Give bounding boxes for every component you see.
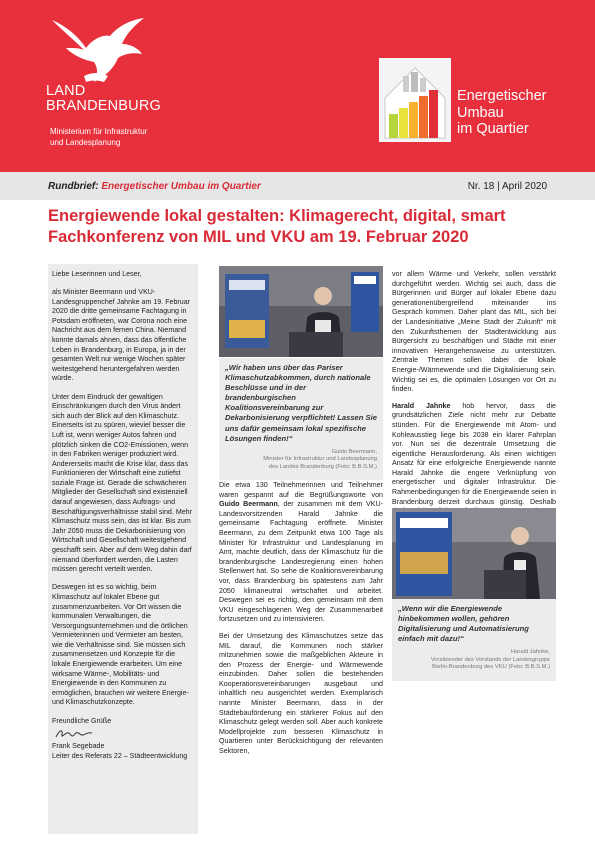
- editorial-paragraph: als Minister Beermann und VKU-Landesgruppenchef Jahnke am 19. Februar 2020 die dritte gemeinsame Fachtagung in Potsdam eröffneten, war Corona noch eine Nachricht aus dem fernen China. Niemand konnte damals ahnen, dass das öffentliche Leben in Brandenburg, in Europa, ja in der gesamten Welt nur wenige Wochen später weitestgehend heruntergefahren werden würde.: [52, 288, 191, 383]
- photo-harald-jahnke: [392, 508, 556, 599]
- page-headline: Energiewende lokal gestalten: Klimagerecht, digital, smart Fachkonferenz von MIL und VKU am 19. Februar 2020: [48, 207, 506, 246]
- brandenburg-eagle-icon: [48, 14, 148, 86]
- signatory-role: Leiter des Referats 22 – Städteentwicklung: [52, 751, 188, 760]
- person-name: Guido Beermann: [219, 500, 278, 509]
- rundbrief-title: Rundbrief: Energetischer Umbau im Quartier: [48, 181, 261, 192]
- quote-box-beermann: [219, 358, 383, 480]
- quote-caption: Harald Jahnke, Vorsitzender des Vorstands der Landesgruppe Berlin-Brandenburg des VKU (Foto: B.B.S.M.): [430, 649, 550, 671]
- quote-text: „Wenn wir die Energiewende hinbekommen wollen, gehören Digitalisierung und Automatisierung einfach mit dazu!“: [398, 604, 529, 644]
- greeting: Liebe Leserinnen und Leser,: [52, 270, 142, 278]
- rundbrief-bar: [0, 172, 595, 200]
- photo-minister-beermann: [219, 266, 383, 357]
- header-banner: [0, 0, 595, 172]
- article-paragraph: Bei der Umsetzung des Klimaschutzes setze das MIL darauf, die Kommunen noch stärker mitzunehmen sowie die maßgeblichen Akteure in den Prozess der Energie- und Wärmewende einzubinden. Daher sollen die bestehenden Kooperationsvereinbarungen ausgebaut und inhaltlich neu ausgerichtet werden. Exemplarisch nannte Minister Beermann, dass in der Städtebauförderung ein stärkerer Fokus auf den Klimaschutz gelegt werden soll. Aber auch konkrete Modellprojekte zum besseren Klimaschutz in Quartieren unter Berücksichtigung der relevanten Sektoren,: [219, 631, 383, 756]
- editorial-paragraph: Deswegen ist es so wichtig, beim Klimaschutz auf lokaler Ebene gut zusammenzuarbeiten. Vor Ort wissen die kommunalen Verwaltungen, die Versorgungsunternehmen und die örtlichen Vermieterinnen und Vermieter am besten, wie die Verhältnisse sind. Sie müssen sich zusammensetzen und Konzepte für die lokale Energiewende erarbeiten. Um eine wirksame Wärme-, Mobilitäts- und Energiewende in den Kommunen zu ermöglichen, brauchen wir weitere Energie- und Klimaschutzkonzepte.: [52, 583, 189, 707]
- quote-box-jahnke: [392, 599, 556, 681]
- quote-text: „Wir haben uns über das Pariser Klimaschutzabkommen, durch nationale Beschlüsse und in der brandenburgischen Koalitionsvereinbarung zur Dekarbonisierung verpflichtet! Lassen Sie uns dafür gemeinsam lokal spezifische Lösungen finden!“: [225, 363, 377, 443]
- editorial-box: [48, 264, 198, 834]
- article-paragraph: Harald Jahnke hob hervor, dass die grundsätzlichen Ziele nicht mehr zur Debatte stünden. Für die Energiewende mit Atom- und Kohleausstieg liege bis 2038 ein klarer Fahrplan vor. Nun sei die dezentrale Umsetzung die eigentliche Herausforderung. Als einen wichtigen Ansatz für eine erfolgreiche Energiewende nannte Harald Jahnke die engere Verknüpfung von energetischer und digitaler Infrastruktur. Die Rahmenbedingungen für die Energiewende seien in Brandenburg derzeit durchaus günstig. Deshalb: [392, 401, 557, 506]
- article-paragraph: Die etwa 130 Teilnehmerinnen und Teilnehmer waren gespannt auf die Begrüßungsworte von Guido Beermann, der zusammen mit dem VKU-Landesvorsitzenden Harald Jahnke die gemeinsame Fachtagung eröffnete. Minister Beermann, zu dem Zeitpunkt etwa 100 Tage als Minister für Infrastruktur und Landesplanung im Amt, machte deutlich, dass der Klimaschutz für die brandenburgische Landesregierung einen hohen Stellenwert hat. So sehe die Koalitionsvereinbarung vor, dass Brandenburg bis spätestens zum Jahr 2050 klimaneutral wirtschaftet und arbeitet. Deswegen sei es richtig, den gemeinsam mit dem VKU eingeschlagenen Weg der Zusammenarbeit fortzusetzen und zu intensivieren.: [219, 481, 383, 624]
- house-city-bars-logo: [379, 58, 451, 142]
- person-name: Harald Jahnke: [392, 401, 451, 410]
- signatory: [52, 742, 194, 761]
- signatory-name: Frank Segebade: [52, 742, 105, 751]
- editorial-paragraph: Unter dem Eindruck der gewaltigen Einschränkungen durch den Virus ändert sich auch der Blick auf den Klimaschutz. Einerseits ist zu spüren, wieviel besser die Luft ist, wenn weniger Autos fahren und plötzlich sinken die CO2-Emissionen, wenn in den Fabriken weniger produziert wird. Andererseits macht die Krise klar, dass das Funktionieren der Wirtschaft eine zutiefst soziale Frage ist. Gerade die schwächeren Mitglieder der Gesellschaft sind existenziell darauf angewiesen, dass Auftrags- und Beschäftigungsverhältnisse stabil sind. Mehr Klimaschutz muss sein, das ist klar. Bis zum Jahr 2050 muss die Dekarbonisierung von Wirtschaft und Gesellschaft weitestgehend geschafft sein. Aber auf dem Weg dahin darf niemand überfordert werden, die Lasten müssen gerecht verteilt werden.: [52, 392, 192, 574]
- handwritten-signature: [54, 727, 94, 741]
- article-paragraph: vor allem Wärme und Verkehr, sollen verstärkt durchgeführt werden. Wichtig sei auch, dass die Bürgerinnen und Bürger auf lokaler Ebene dazu generationenübergreifend miteinander ins Gespräch kommen. Daher plant das MIL, sich bei der Landesinitiative „Meine Stadt der Zukunft“ mit den Zukunftsthemen der Stadtentwicklung aus Bürgersicht zu beschäftigen und Städte mit einer innovativen Herangehensweise zu unterstützen. Zentrale Themen sollen dabei die lokale Energie-/Wärmewende und die Digitalisierung sein. Wichtig sei es, die optimalen Lösungen vor Ort zu finden.: [392, 270, 556, 394]
- article-middle-column: [219, 481, 383, 764]
- ministry-name: Ministerium für Infrastruktur und Landesplanung: [50, 127, 148, 147]
- land-brandenburg-wordmark: LAND BRANDENBURG: [46, 83, 161, 114]
- closing: Freundliche Grüße: [52, 716, 112, 725]
- quote-caption: Guido Beermann, Minister für Infrastruktur und Landesplanung des Landes Brandenburg (Foto: B.B.S.M.): [263, 448, 377, 470]
- issue-number: Nr. 18 | April 2020: [467, 181, 547, 192]
- program-logo-text: Energetischer Umbau im Quartier: [457, 88, 547, 137]
